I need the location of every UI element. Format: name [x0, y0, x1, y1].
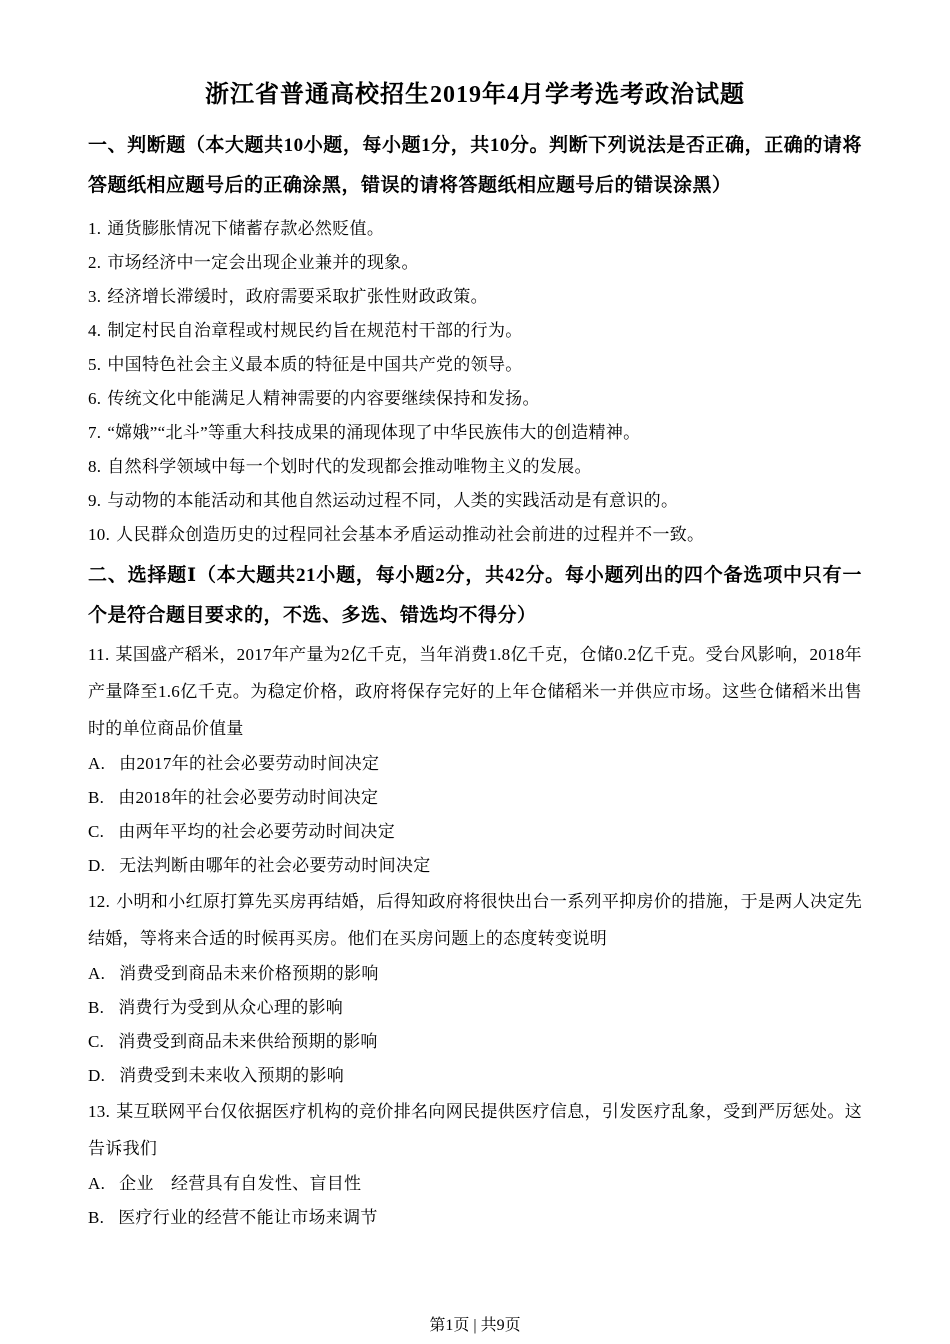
question-text: 某国盛产稻米，2017年产量为2亿千克，当年消费1.8亿千克，仓储0.2亿千克。受台风影响，2018年产量降至1.6亿千克。为稳定价格，政府将保存完好的上年仓储稻米一并供应市场。这些仓储稻米出售时的单位商品价值量	[88, 645, 862, 738]
item-number: 5.	[88, 355, 102, 374]
question-number: 11.	[88, 645, 110, 664]
item-number: 8.	[88, 457, 102, 476]
option-11-c	[88, 815, 862, 849]
question-12	[88, 883, 862, 1093]
item-text: 传统文化中能满足人精神需要的内容要继续保持和发扬。	[107, 389, 540, 408]
judgment-item-2	[88, 246, 862, 280]
option-12-b	[88, 991, 862, 1025]
option-text: 消费受到商品未来价格预期的影响	[119, 964, 379, 983]
item-text: 与动物的本能活动和其他自然运动过程不同，人类的实践活动是有意识的。	[107, 491, 679, 510]
question-stem	[88, 1093, 862, 1167]
judgment-item-5	[88, 348, 862, 382]
question-stem	[88, 636, 862, 747]
option-12-d	[88, 1059, 862, 1093]
option-text: 消费受到商品未来供给预期的影响	[118, 1032, 378, 1051]
option-11-b	[88, 781, 862, 815]
option-12-a	[88, 957, 862, 991]
item-text: 市场经济中一定会出现企业兼并的现象。	[107, 253, 419, 272]
item-number: 9.	[88, 491, 102, 510]
option-12-c	[88, 1025, 862, 1059]
option-text: 企业 经营具有自发性、盲目性	[119, 1174, 362, 1193]
judgment-item-9	[88, 484, 862, 518]
item-number: 7.	[88, 423, 102, 442]
judgment-items-list	[88, 212, 862, 552]
question-number: 13.	[88, 1102, 111, 1121]
option-text: 由2018年的社会必要劳动时间决定	[118, 788, 379, 807]
item-text: 经济增长滞缓时，政府需要采取扩张性财政政策。	[107, 287, 488, 306]
judgment-item-7	[88, 416, 862, 450]
option-label: A.	[88, 964, 106, 983]
option-text: 由2017年的社会必要劳动时间决定	[119, 754, 380, 773]
page-footer	[0, 1316, 950, 1336]
question-text: 小明和小红原打算先买房再结婚，后得知政府将很快出台一系列平抑房价的措施，于是两人决定先结婚，等将来合适的时候再买房。他们在买房问题上的态度转变说明	[88, 892, 862, 948]
item-number: 1.	[88, 219, 102, 238]
option-label: D.	[88, 856, 106, 875]
judgment-item-6	[88, 382, 862, 416]
section2-heading: 二、选择题Ⅰ（本大题共21小题，每小题2分，共42分。每小题列出的四个备选项中只有一个是符合题目要求的，不选、多选、错选均不得分）	[88, 565, 862, 626]
option-text: 消费行为受到从众心理的影响	[118, 998, 344, 1017]
option-13-a	[88, 1167, 862, 1201]
judgment-item-10	[88, 518, 862, 552]
option-label: B.	[88, 788, 105, 807]
judgment-item-4	[88, 314, 862, 348]
option-text: 医疗行业的经营不能让市场来调节	[118, 1208, 378, 1227]
item-number: 3.	[88, 287, 102, 306]
item-number: 6.	[88, 389, 102, 408]
option-text: 由两年平均的社会必要劳动时间决定	[118, 822, 396, 841]
option-label: D.	[88, 1066, 106, 1085]
option-label: C.	[88, 822, 105, 841]
option-label: B.	[88, 1208, 105, 1227]
option-13-b	[88, 1201, 862, 1235]
item-number: 4.	[88, 321, 102, 340]
option-11-a	[88, 747, 862, 781]
section1-heading: 一、判断题（本大题共10小题，每小题1分，共10分。判断下列说法是否正确，正确的请将答题纸相应题号后的正确涂黑，错误的请将答题纸相应题号后的错误涂黑）	[88, 135, 862, 196]
option-label: A.	[88, 1174, 106, 1193]
item-text: 制定村民自治章程或村规民约旨在规范村干部的行为。	[107, 321, 523, 340]
question-number: 12.	[88, 892, 111, 911]
judgment-item-8	[88, 450, 862, 484]
item-text: 中国特色社会主义最本质的特征是中国共产党的领导。	[107, 355, 523, 374]
question-stem	[88, 883, 862, 957]
page-indicator: 第1页 | 共9页	[429, 1317, 521, 1334]
option-text: 消费受到未来收入预期的影响	[119, 1066, 345, 1085]
option-label: A.	[88, 754, 106, 773]
judgment-item-3	[88, 280, 862, 314]
option-text: 无法判断由哪年的社会必要劳动时间决定	[119, 856, 431, 875]
item-number: 2.	[88, 253, 102, 272]
option-label: B.	[88, 998, 105, 1017]
item-text: 通货膨胀情况下储蓄存款必然贬值。	[107, 219, 385, 238]
item-text: 自然科学领域中每一个划时代的发现都会推动唯物主义的发展。	[107, 457, 592, 476]
item-number: 10.	[88, 525, 111, 544]
question-text: 某互联网平台仅依据医疗机构的竞价排名向网民提供医疗信息，引发医疗乱象，受到严厉惩处。这告诉我们	[88, 1102, 862, 1158]
question-13	[88, 1093, 862, 1235]
question-11	[88, 636, 862, 883]
option-label: C.	[88, 1032, 105, 1051]
page-title: 浙江省普通高校招生2019年4月学考选考政治试题	[205, 82, 745, 108]
item-text: 人民群众创造历史的过程同社会基本矛盾运动推动社会前进的过程并不一致。	[116, 525, 705, 544]
option-11-d	[88, 849, 862, 883]
judgment-item-1	[88, 212, 862, 246]
item-text: “嫦娥”“北斗”等重大科技成果的涌现体现了中华民族伟大的创造精神。	[107, 423, 641, 442]
